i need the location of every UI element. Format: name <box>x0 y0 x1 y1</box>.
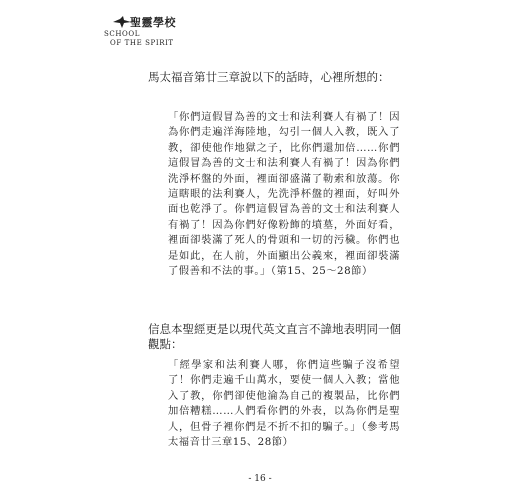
logo-english-line1: SCHOOL <box>104 30 140 38</box>
school-logo <box>96 14 206 52</box>
scripture-quote-2: 「經學家和法利賽人哪，你們這些騙子沒希望了！你們走遍千山萬水，要使一個人入教；當他入了教，你們卻使他淪為自己的複製品，比你們加倍糟糕……人們看你們的外表，以為你們是聖人，但骨子裡你們是不折不扣的騙子。」（參考馬太福音廿三章15、28節） <box>168 359 400 449</box>
page-number: - 16 - <box>248 474 272 484</box>
logo-chinese-name: 聖靈學校 <box>130 16 176 29</box>
intro-paragraph-1: 馬太福音第廿三章說以下的話時，心裡所想的： <box>148 70 390 84</box>
intro-paragraph-2: 信息本聖經更是以現代英文直言不諱地表明同一個觀點： <box>148 322 401 351</box>
logo-english-line2: OF THE SPIRIT <box>110 39 174 47</box>
scripture-quote-1: 「你們這假冒為善的文士和法利賽人有禍了！因為你們走遍洋海陸地，勾引一個人入教，既入了教，卻使他作地獄之子，比你們還加倍……你們這假冒為善的文士和法利賽人有禍了！因為你們洗淨杯盤的外面，裡面卻盛滿了勒索和放蕩。你這瞎眼的法利賽人，先洗淨杯盤的裡面，好叫外面也乾淨了。你們這假冒為善的文士和法利賽人有禍了！因為你們好像粉飾的墳墓，外面好看，裡面卻裝滿了死人的骨頭和一切的污穢。你們也是如此，在人前，外面顯出公義來，裡面卻裝滿了假善和不法的事。」（第15、25～28節） <box>168 111 400 278</box>
dove-icon <box>113 16 131 28</box>
